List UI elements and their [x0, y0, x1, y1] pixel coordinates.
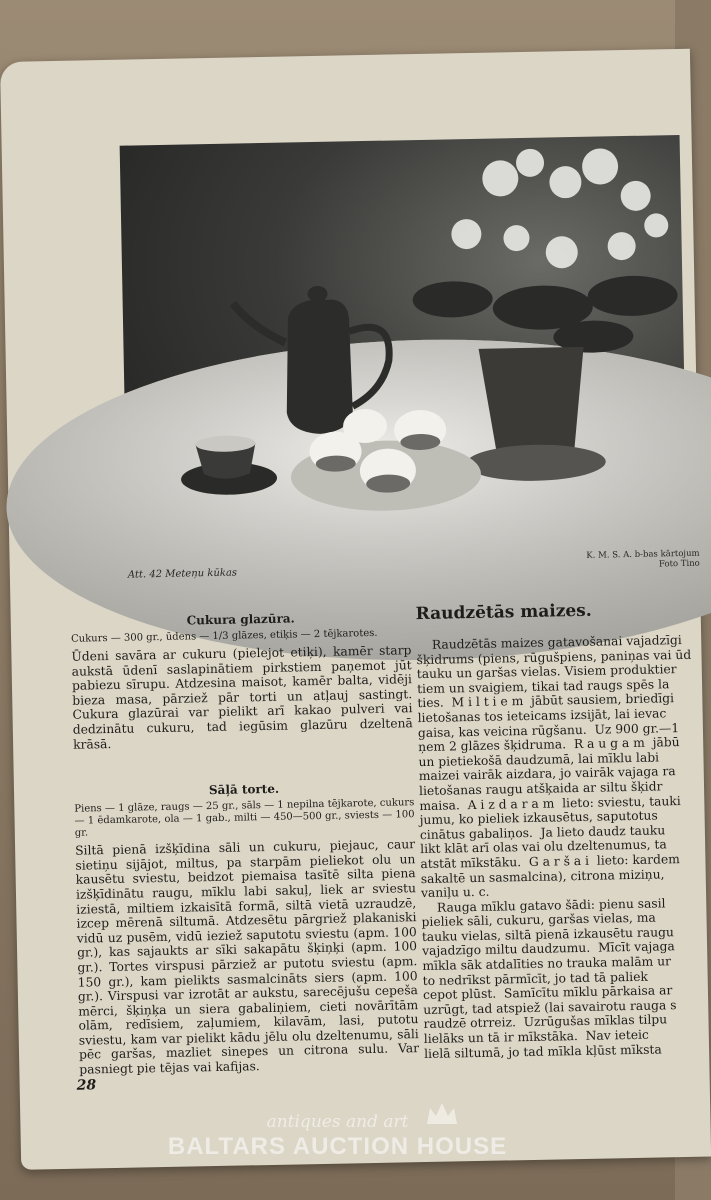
text-line: cepot plūst. Samīcītu mīklu pārkaisa ar [422, 983, 673, 1003]
watermark-title: BALTARS AUCTION HOUSE [167, 1133, 508, 1160]
text-line: un pietiekošā daudzumā, lai mīklu labi [418, 750, 660, 769]
text-line: Rauga mīklu gatavo šādi: pienu sasil [421, 896, 666, 915]
recipe-title: Sāļā torte. [208, 781, 280, 798]
recipe-instructions: Siltā pienā izšķīdina sāli un cukuru, piejauc, caur sietiņu sijājot, miltus, pa starpām pieliekot olu un kausētu sviestu, beidzot piemaisa tasītē silta piena izšķīdinātu raugu, mīklu labi sakuļ, liek ar sviestu iziestā, miltiem izkaisītā formā, siltā vietā uzraudzē, izcep mērenā siltumā. Atdzesētu pārgriež plakaniski vidū uz pusēm, vidū ieziež saputotu sviestu (apm. 100 gr.), kas sajaukts ar sīki sakapātu šķiņķi (apm. 100 gr.). Tortes virspusi pārziež ar putotu sviestu (apm. 150 gr.), kam pielikts sasmalcināts siers (apm. 100 gr.). Virspusi var izrotāt ar aukstu, sarecējušu cepeša mērci, šķiņķa un siera gabaliņiem, cieti novārītām olām, redīsiem, zaļumiem, kilavām, lasi, putotu sviestu, kam var pielikt kādu jēlu olu dzeltenumu, sāli pēc garšas, mazliet sinepes un citrona sulu. Var pasniegt pie tējas vai kafijas. [75, 837, 420, 1077]
text-line: tauku vielas, siltā pienā izkausētu raugu [421, 925, 674, 944]
photo-caption: Att. 42 Meteņu kūkas [127, 567, 238, 581]
text-line: to nedrīkst pārmīcīt, jo tad tā paliek [422, 969, 648, 988]
recipe-ingredients: Cukurs — 300 gr., ūdens — 1/3 glāzes, etiķis — 2 tējkarotes. [70, 627, 378, 645]
book-page [0, 49, 711, 1170]
text-line: vaniļu u. c. [420, 884, 490, 901]
recipe-sugar-glaze [71, 609, 414, 752]
text-line: cinātus gabaliņos. Ja lieto daudz tauku [419, 823, 666, 842]
text-line: uzrūgt, tad atspiež (lai savairotu rauga s [423, 998, 677, 1017]
text-line: gaisa, kas veicina rūgšanu. Uz 900 gr.—1 [417, 720, 680, 740]
recipe-ingredients: Piens — 1 glāze, raugs — 25 gr., sāls — 1 nepilna tējkarote, cukurs — 1 ēdamkarote, ola — 1 gab., milti — 450—500 gr., sviests — 100 gr. [74, 797, 415, 839]
section-body [416, 633, 704, 1062]
recipe-title: Cukura glazūra. [186, 611, 295, 628]
text-line: lietošanas tos ieteicams izsijāt, lai ievac [417, 706, 667, 726]
text-line: likt klāt arī olas vai olu dzeltenumus, ta [420, 837, 667, 857]
text-line: lielā siltumā, jo tad mīkla kļūst mīksta [423, 1042, 662, 1061]
watermark-subtitle: antiques and art [266, 1112, 409, 1132]
text-line: tauku un garšas vielas. Visiem produktier [416, 662, 677, 682]
text-line: maizei vairāk aizdara, jo vairāk vajaga ra [418, 764, 676, 784]
recipe-salty-cake [74, 779, 420, 1077]
text-line: sakaltē un sasmalcina), citrona miziņu, [420, 866, 665, 886]
text-line: ņem 2 glāzes šķidruma. R a u g a m jābū [418, 735, 680, 755]
text-line: tiem un svaigiem, tikai tad raugs spēs la [416, 677, 670, 696]
credit-line-1: K. M. S. A. b-bas kārtojum [586, 548, 700, 561]
text-line: pieliek sāli, cukuru, garšas vielas, ma [421, 910, 656, 930]
text-line: šķidrums (piens, rūgušpiens, paniņas vai ūd [416, 647, 692, 667]
text-line: Raudzētās maizes gatavošanai vajadzīgi [416, 633, 682, 653]
text-line: raudzē otrreiz. Uzrūgušas mīklas tilpu [423, 1012, 668, 1032]
text-line: ties. M i l t i e m jābūt sausiem, briedīgi [417, 691, 675, 711]
section-heading: Raudzētās maizes. [415, 600, 592, 625]
text-line: jumu, ko pieliek izkausētus, saputotus [419, 808, 658, 828]
text-line: vajadzīgo miltu daudzumu. Mīcīt vajaga [422, 939, 675, 959]
still-life-image [120, 135, 688, 558]
text-line: lietošanas raugu atšķaida ar siltu šķidr [418, 779, 663, 799]
photo-credit [586, 549, 700, 571]
text-line: mīkla sāk atdalīties no trauka malām ur [422, 954, 672, 974]
text-line: maisa. A i z d a r a m lieto: sviestu, tauki [419, 793, 681, 813]
left-column [71, 609, 420, 1077]
recipe-instructions: Ūdeni savāra ar cukuru (pielejot etiķi), kamēr starp aukstā ūdenī saslapinātiem pirkstiem paņemot jūt pabiezu sīrupu. Atdzesina maisot, kamēr balta, vidēji bieza masa, pārziež pār torti un atļauj sastingt. Cukura glazūrai var pielikt arī kakao pulveri vai dedzinātu cukuru, tad iegūsim glazūru dzeltenā krāsā. [71, 643, 413, 752]
text-line: lielāks un tā ir mīkstāka. Nav ieteic [423, 1027, 649, 1047]
crown-watermark-icon [425, 1100, 459, 1126]
text-line: atstāt mīkstāku. G a r š a i lieto: kardem [420, 852, 680, 871]
page-number: 28 [76, 1077, 97, 1094]
credit-line-2: Foto Tino [658, 558, 700, 570]
right-column [415, 599, 704, 1062]
page-photo [120, 135, 688, 558]
